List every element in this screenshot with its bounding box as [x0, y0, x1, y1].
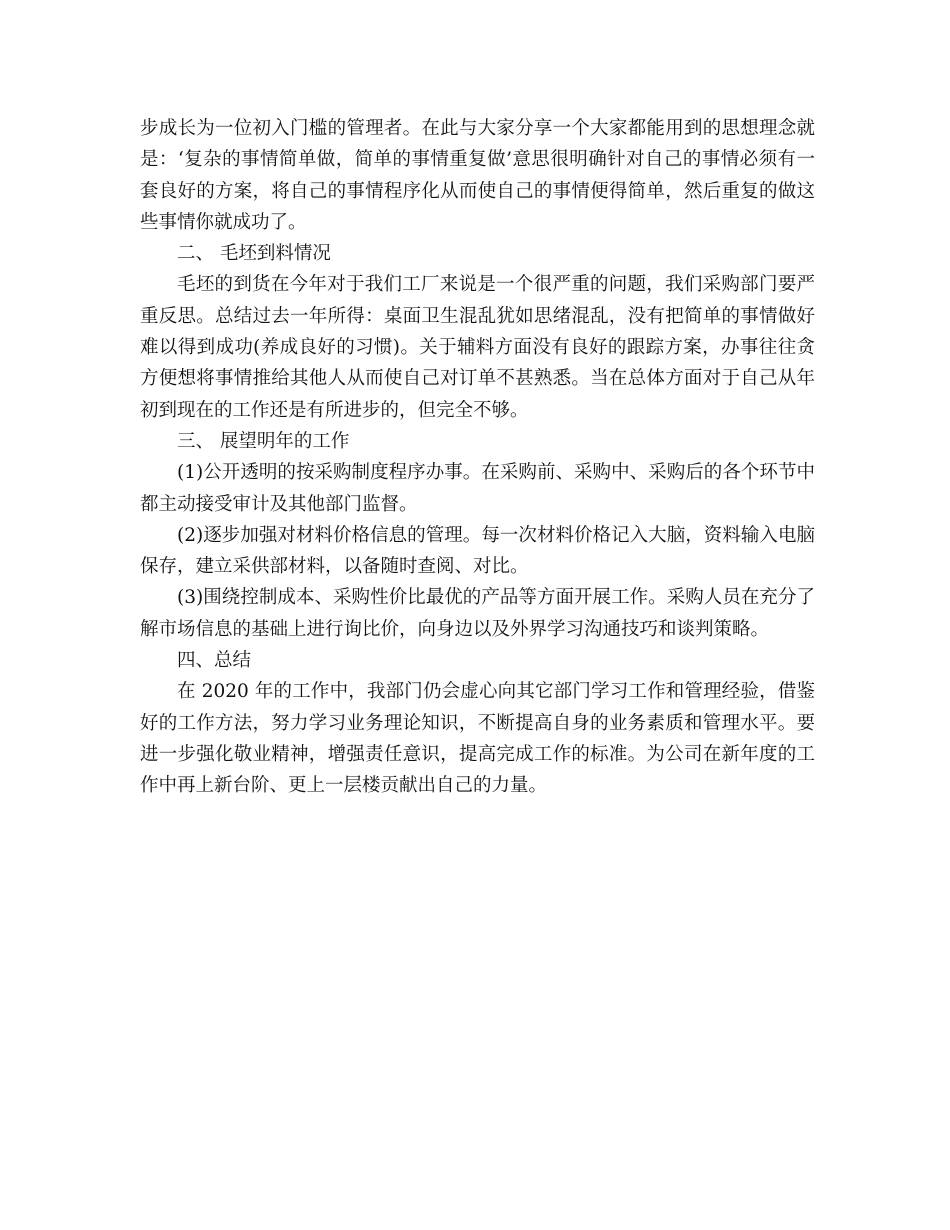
paragraph-blank-arrival: 毛坯的到货在今年对于我们工厂来说是一个很严重的问题，我们采购部门要严重反思。总结过去一年所得：桌面卫生混乱犹如思绪混乱，没有把简单的事情做好难以得到成功(养成良好的习惯)。关于辅料方面没有良好的跟踪方案，办事往往贪方便想将事情推给其他人从而使自己对订单不甚熟悉。当在总体方面对于自己从年初到现在的工作还是有所进步的，但完全不够。: [140, 274, 815, 421]
paragraph-intro-continued: 步成长为一位初入门槛的管理者。在此与大家分享一个大家都能用到的思想理念就是：‘复杂的事情简单做，简单的事情重复做’意思很明确针对自己的事情必须有一套良好的方案，将自己的事情程序化从而使自己的事情便得简单，然后重复的做这些事情你就成功了。: [140, 118, 815, 233]
section-heading-2: 二、 毛坯到料情况: [177, 243, 331, 265]
paragraph-plan-item-3: (3)围绕控制成本、采购性价比最优的产品等方面开展工作。采购人员在充分了解市场信息的基础上进行询比价，向身边以及外界学习沟通技巧和谈判策略。: [140, 587, 815, 640]
section-heading-4: 四、总结: [177, 650, 252, 672]
document-body: [140, 113, 815, 802]
paragraph-summary: 在 2020 年的工作中，我部门仍会虚心向其它部门学习工作和管理经验，借鉴好的工作方法，努力学习业务理论知识，不断提高自身的业务素质和管理水平。要进一步强化敬业精神，增强责任意识，提高完成工作的标准。为公司在新年度的工作中再上新台阶、更上一层楼贡献出自己的力量。: [140, 681, 815, 797]
paragraph-plan-item-1: (1)公开透明的按采购制度程序办事。在采购前、采购中、采购后的各个环节中都主动接受审计及其他部门监督。: [140, 462, 815, 515]
paragraph-plan-item-2: (2)逐步加强对材料价格信息的管理。每一次材料价格记入大脑，资料输入电脑保存，建立采供部材料，以备随时查阅、对比。: [140, 524, 815, 578]
section-heading-3: 三、 展望明年的工作: [177, 430, 350, 452]
